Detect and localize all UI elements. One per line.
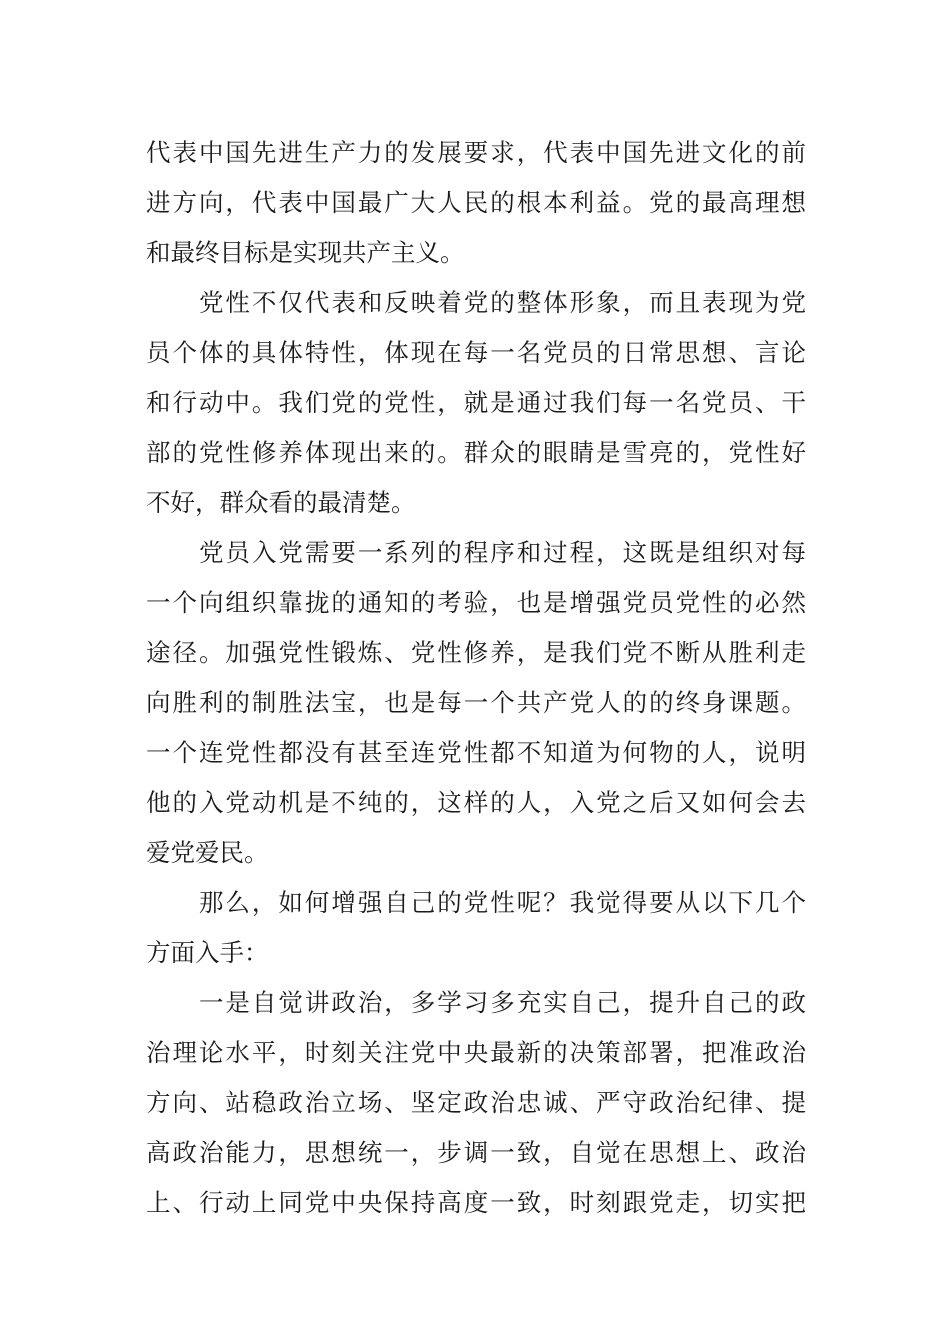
text-line: 党性不仅代表和反映着党的整体形象，而且表现为党 [146, 288, 806, 317]
text-line: 一个连党性都没有甚至连党性都不知道为何物的人，说明 [146, 738, 806, 767]
text-line: 代表中国先进生产力的发展要求，代表中国先进文化的前 [146, 138, 806, 167]
text-line: 一个向组织靠拢的通知的考验，也是增强党员党性的必然 [146, 588, 806, 617]
paragraph [146, 128, 806, 278]
text-line: 进方向，代表中国最广大人民的根本利益。党的最高理想 [146, 188, 806, 217]
paragraph [146, 978, 806, 1228]
text-line: 部的党性修养体现出来的。群众的眼睛是雪亮的，党性好 [146, 438, 806, 467]
body-text [146, 128, 806, 1228]
text-line: 途径。加强党性锻炼、党性修养，是我们党不断从胜利走 [146, 638, 806, 667]
text-line: 一是自觉讲政治，多学习多充实自己，提升自己的政 [146, 988, 806, 1017]
text-line: 治理论水平，时刻关注党中央最新的决策部署，把准政治 [146, 1038, 806, 1067]
text-line: 爱党爱民。 [146, 838, 269, 867]
text-line: 那么，如何增强自己的党性呢？我觉得要从以下几个 [146, 888, 806, 917]
text-line: 方面入手： [146, 938, 269, 967]
text-line: 党员入党需要一系列的程序和过程，这既是组织对每 [146, 538, 806, 567]
paragraph [146, 278, 806, 528]
text-line: 高政治能力，思想统一，步调一致，自觉在思想上、政治 [146, 1138, 806, 1167]
text-line: 员个体的具体特性，体现在每一名党员的日常思想、言论 [146, 338, 806, 367]
text-line: 上、行动上同党中央保持高度一致，时刻跟党走，切实把 [146, 1188, 806, 1217]
text-line: 和最终目标是实现共产主义。 [146, 238, 465, 267]
paragraph [146, 528, 806, 878]
paragraph [146, 878, 806, 978]
text-line: 他的入党动机是不纯的，这样的人，入党之后又如何会去 [146, 788, 806, 817]
text-line: 向胜利的制胜法宝，也是每一个共产党人的的终身课题。 [146, 688, 806, 717]
text-line: 和行动中。我们党的党性，就是通过我们每一名党员、干 [146, 388, 806, 417]
text-line: 方向、站稳政治立场、坚定政治忠诚、严守政治纪律、提 [146, 1088, 806, 1117]
text-line: 不好，群众看的最清楚。 [146, 488, 416, 517]
